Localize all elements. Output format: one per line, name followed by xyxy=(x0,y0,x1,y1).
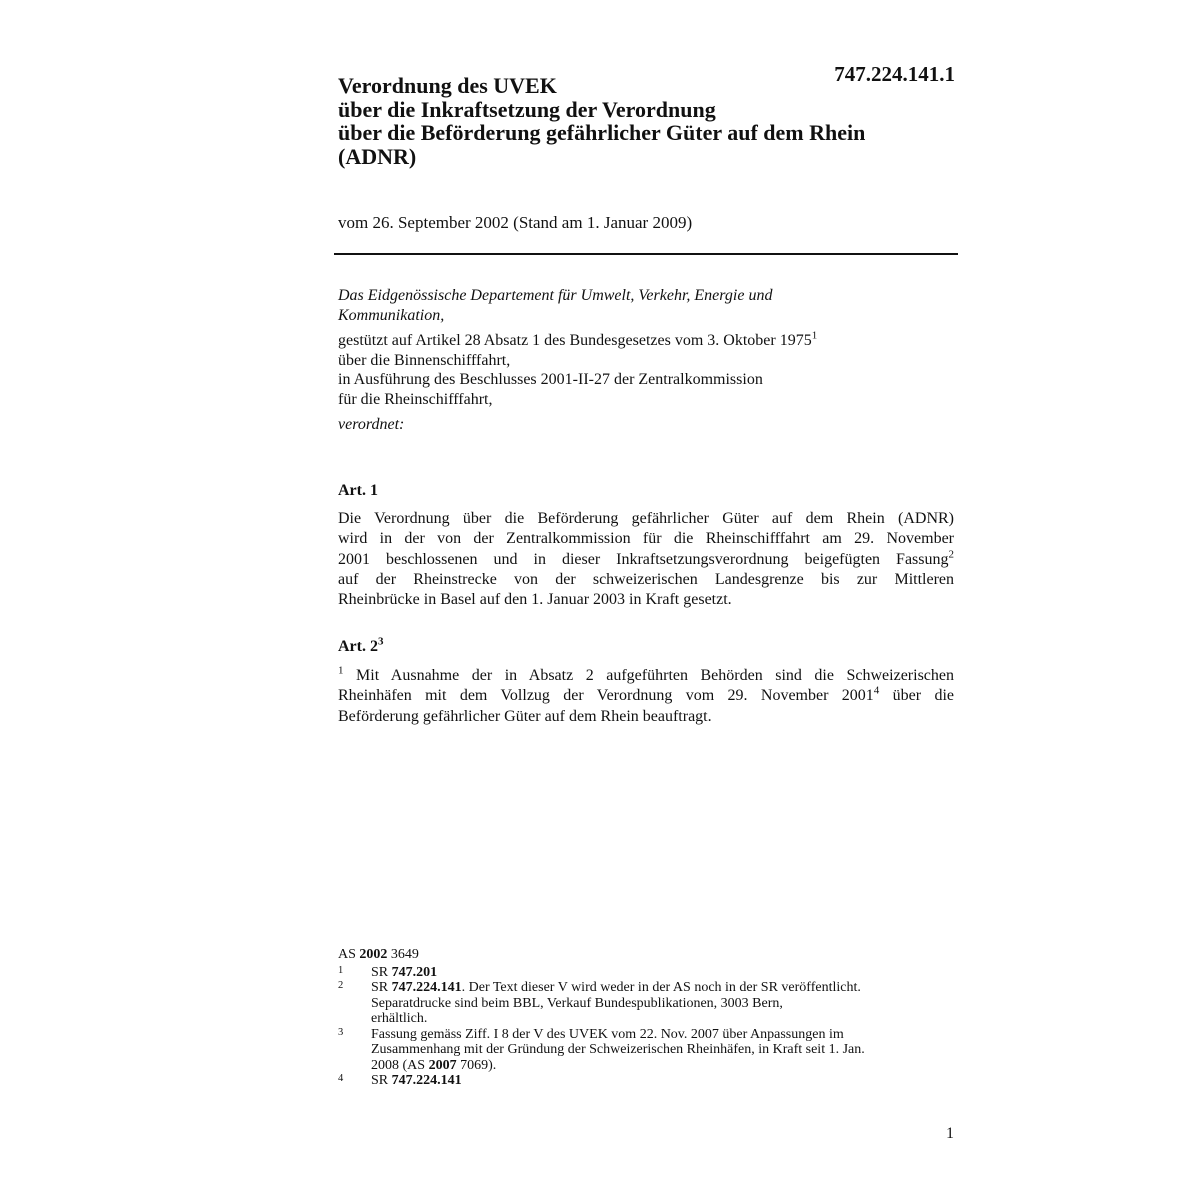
as-page: 3649 xyxy=(387,947,419,962)
footnote-sr-number: 747.224.141 xyxy=(391,980,462,995)
footnote-1 xyxy=(338,965,958,981)
article-heading-text: Art. 1 xyxy=(338,482,378,499)
footnote-line: erhältlich. xyxy=(371,1011,428,1026)
footnote-line: Zusammenhang mit der Gründung der Schweizerischen Rheinhäfen, in Kraft seit 1. Jan. xyxy=(371,1042,865,1057)
footnote-number: 3 xyxy=(338,1026,344,1038)
article-line xyxy=(338,666,954,686)
as-year: 2002 xyxy=(359,947,388,962)
article-line-text: Mit Ausnahme der in Absatz 2 aufgeführten Behörden sind die Schweizerischen xyxy=(356,667,955,684)
sr-number: 747.224.141.1 xyxy=(834,62,955,86)
footnote-line: Fassung gemäss Ziff. I 8 der V des UVEK vom 22. Nov. 2007 über Anpassungen im xyxy=(371,1026,844,1042)
article-heading-text: Art. 2 xyxy=(338,638,378,655)
footnote-text: SR xyxy=(371,964,392,980)
footnote-line xyxy=(371,980,958,996)
footnote-number: 1 xyxy=(338,964,344,976)
authority-line: Das Eidgenössische Departement für Umwelt, Verkehr, Energie und xyxy=(338,287,773,304)
footnote-number: 4 xyxy=(338,1073,344,1084)
document-title xyxy=(338,74,958,168)
page-number: 1 xyxy=(946,1125,954,1142)
basis-line: über die Binnenschifffahrt, xyxy=(338,351,511,369)
divider xyxy=(334,253,958,255)
title-line: Verordnung des UVEK xyxy=(338,73,557,98)
date-line: vom 26. September 2002 (Stand am 1. Januar 2009) xyxy=(338,213,693,232)
article-line: Die Verordnung über die Beförderung gefährlicher Güter auf dem Rhein (ADNR) xyxy=(338,510,954,527)
article-1-body xyxy=(338,509,954,610)
footnote-sr-number: 747.201 xyxy=(391,964,438,980)
footnote-text: 2008 (AS xyxy=(371,1057,429,1073)
preamble xyxy=(338,286,958,435)
as-prefix: AS xyxy=(338,947,360,962)
basis-line xyxy=(338,331,958,351)
footnote-sr-number: 747.224.141 xyxy=(391,1073,462,1088)
preamble-basis xyxy=(338,331,958,409)
authority-line: Kommunikation, xyxy=(338,306,445,324)
footnote-line xyxy=(371,965,958,981)
article-line-text: über die xyxy=(879,687,955,705)
footnote-text: SR xyxy=(371,1073,392,1088)
article-line xyxy=(338,686,954,706)
title-line: über die Inkraftsetzung der Verordnung xyxy=(338,96,716,122)
footnote-text: . Der Text dieser V wird weder in der AS noch in der SR veröffentlicht. xyxy=(461,980,861,995)
basis-line: in Ausführung des Beschlusses 2001-II-27 der Zentralkommission xyxy=(338,371,763,388)
article-line-text: 2001 beschlossenen und in dieser Inkraftsetzungsverordnung beigefügten Fassung xyxy=(338,550,949,568)
footnotes xyxy=(338,947,958,1089)
article-1-heading xyxy=(338,481,378,501)
footnote-number: 2 xyxy=(338,980,344,991)
footnote-ref[interactable]: 3 xyxy=(377,635,384,648)
footnote-4 xyxy=(338,1073,958,1089)
footnote-line xyxy=(371,1073,958,1089)
article-line xyxy=(338,550,954,570)
footnote-line xyxy=(371,1058,958,1074)
preamble-decree: verordnet: xyxy=(338,416,405,433)
footnote-ref[interactable]: 1 xyxy=(811,329,818,342)
basis-line: für die Rheinschifffahrt, xyxy=(338,390,493,408)
footnote-text: 7069). xyxy=(456,1057,497,1073)
preamble-authority xyxy=(338,286,958,325)
article-2-heading xyxy=(338,637,383,657)
footnote-2 xyxy=(338,980,958,1027)
footnote-ref[interactable]: 2 xyxy=(948,548,954,561)
article-line-text: Rheinhäfen mit dem Vollzug der Verordnung vom 29. November 2001 xyxy=(338,687,874,705)
footnote-line: Separatdrucke sind beim BBL, Verkauf Bundespublikationen, 3003 Bern, xyxy=(371,995,783,1011)
footnote-as-year: 2007 xyxy=(428,1057,457,1073)
article-line: wird in der von der Zentralkommission für die Rheinschifffahrt am 29. November xyxy=(338,530,954,548)
footnote-ref[interactable]: 4 xyxy=(873,684,880,697)
as-reference xyxy=(338,947,958,963)
article-2-body xyxy=(338,666,954,727)
article-line: auf der Rheinstrecke von der schweizerischen Landesgrenze bis zur Mittleren xyxy=(338,570,954,588)
title-line: (ADNR) xyxy=(338,143,417,169)
basis-text: gestützt auf Artikel 28 Absatz 1 des Bundesgesetzes vom 3. Oktober 1975 xyxy=(338,332,812,349)
title-line: über die Beförderung gefährlicher Güter auf dem Rhein xyxy=(338,120,866,145)
article-line: Rheinbrücke in Basel auf den 1. Januar 2003 in Kraft gesetzt. xyxy=(338,591,732,609)
footnote-text: SR xyxy=(371,980,392,995)
article-line: Beförderung gefährlicher Güter auf dem Rhein beauftragt. xyxy=(338,707,712,725)
paragraph-number: 1 xyxy=(338,664,344,677)
footnote-3 xyxy=(338,1027,958,1074)
